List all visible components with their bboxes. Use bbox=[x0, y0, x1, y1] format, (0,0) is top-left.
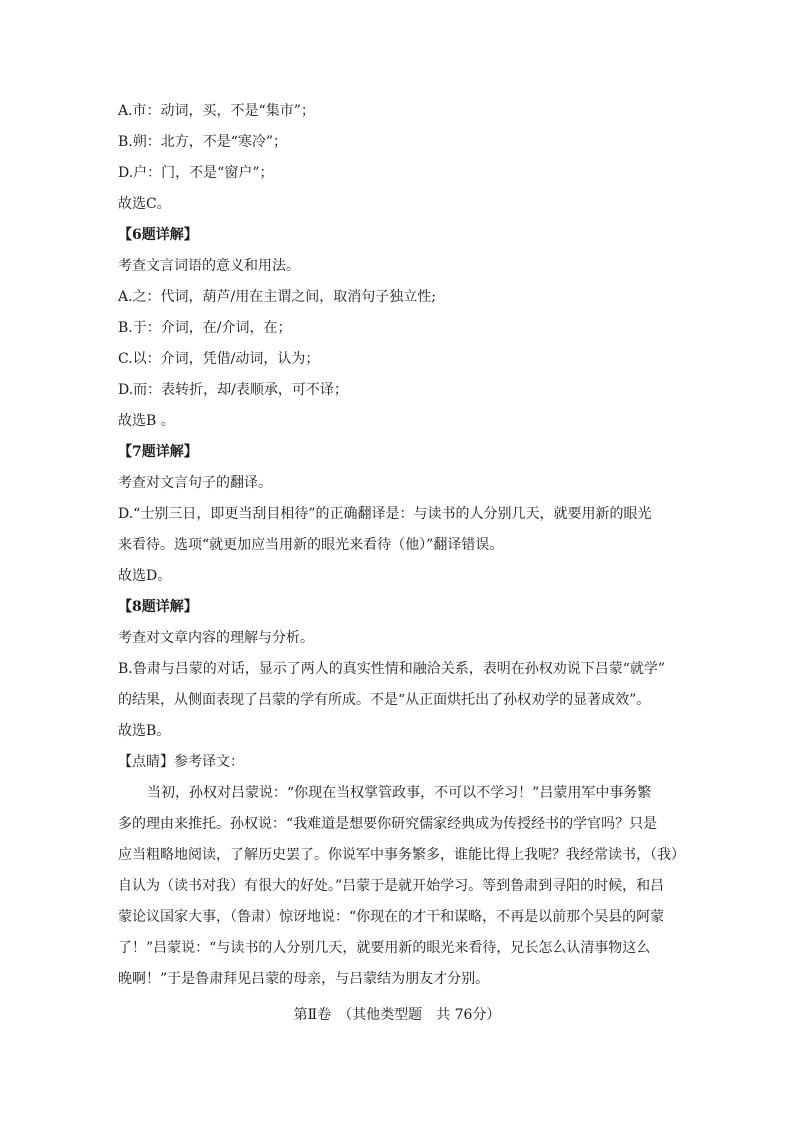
text-line: 多的理由来推托。孙权说：“我难道是想要你研究儒家经典成为传授经书的学官吗？只是 bbox=[118, 816, 658, 832]
text-line: 的结果，从侧面表现了吕蒙的学有所成。不是“从正面烘托出了孙权劝学的显著成效”。 bbox=[118, 692, 651, 708]
section-title: 第Ⅱ卷 （其他类型题 共 76分） bbox=[293, 1007, 501, 1023]
section-heading: 【7题详解】 bbox=[118, 444, 198, 460]
section-heading: 【6题详解】 bbox=[118, 227, 198, 243]
text-line: 来看待。选项“就更加应当用新的眼光来看待（他）”翻译错误。 bbox=[118, 537, 504, 553]
text-line: 考查文言词语的意义和用法。 bbox=[118, 258, 300, 274]
text-line: B.于：介词，在/介词，在； bbox=[118, 320, 292, 336]
section-heading: 【8题详解】 bbox=[118, 599, 198, 615]
text-line: C.以：介词，凭借/动词，认为； bbox=[118, 351, 320, 367]
text-line: 晚啊！”于是鲁肃拜见吕蒙的母亲，与吕蒙结为朋友才分别。 bbox=[118, 971, 490, 987]
text-line: B.鲁肃与吕蒙的对话，显示了两人的真实性情和融洽关系，表明在孙权劝说下吕蒙“就学” bbox=[118, 661, 666, 677]
text-line: 故选B。 bbox=[118, 723, 171, 739]
text-line: 应当粗略地阅读，了解历史罢了。你说军中事务繁多，谁能比得上我呢？我经常读书，（我） bbox=[118, 847, 685, 863]
text-line: A.之：代词，葫芦/用在主谓之间，取消句子独立性; bbox=[118, 289, 436, 305]
text-line: 故选D。 bbox=[118, 568, 172, 584]
text-line: 自认为（读书对我）有很大的好处。”吕蒙于是就开始学习。等到鲁肃到寻阳的时候，和吕 bbox=[118, 878, 665, 894]
text-line: 故选C。 bbox=[118, 196, 171, 212]
text-line: A.市：动词，买，不是“集市”； bbox=[118, 103, 315, 119]
text-line: D.而：表转折，却/表顺承，可不译； bbox=[118, 382, 348, 398]
section-heading: 【点睛】参考译文： bbox=[118, 754, 244, 770]
text-line: 考查对文言句子的翻译。 bbox=[118, 475, 272, 491]
text-line: 了！”吕蒙说：“与读书的人分别几天，就要用新的眼光来看待，兄长怎么认清事物这么 bbox=[118, 940, 651, 956]
text-line: 蒙论议国家大事，（鲁肃）惊讶地说：“你现在的才干和谋略，不再是以前那个吴县的阿蒙 bbox=[118, 909, 665, 925]
text-line: B.朔：北方，不是“寒冷”； bbox=[118, 134, 288, 150]
text-line: 当初，孙权对吕蒙说：“你现在当权掌管政事，不可以不学习！”吕蒙用军中事务繁 bbox=[147, 785, 652, 801]
text-line: 故选B 。 bbox=[118, 413, 175, 429]
text-line: 考查对文章内容的理解与分析。 bbox=[118, 630, 314, 646]
text-line: D.“士别三日，即更当刮目相待”的正确翻译是：与读书的人分别几天，就要用新的眼光 bbox=[118, 506, 652, 522]
text-line: D.户：门，不是“窗户”； bbox=[118, 165, 274, 181]
